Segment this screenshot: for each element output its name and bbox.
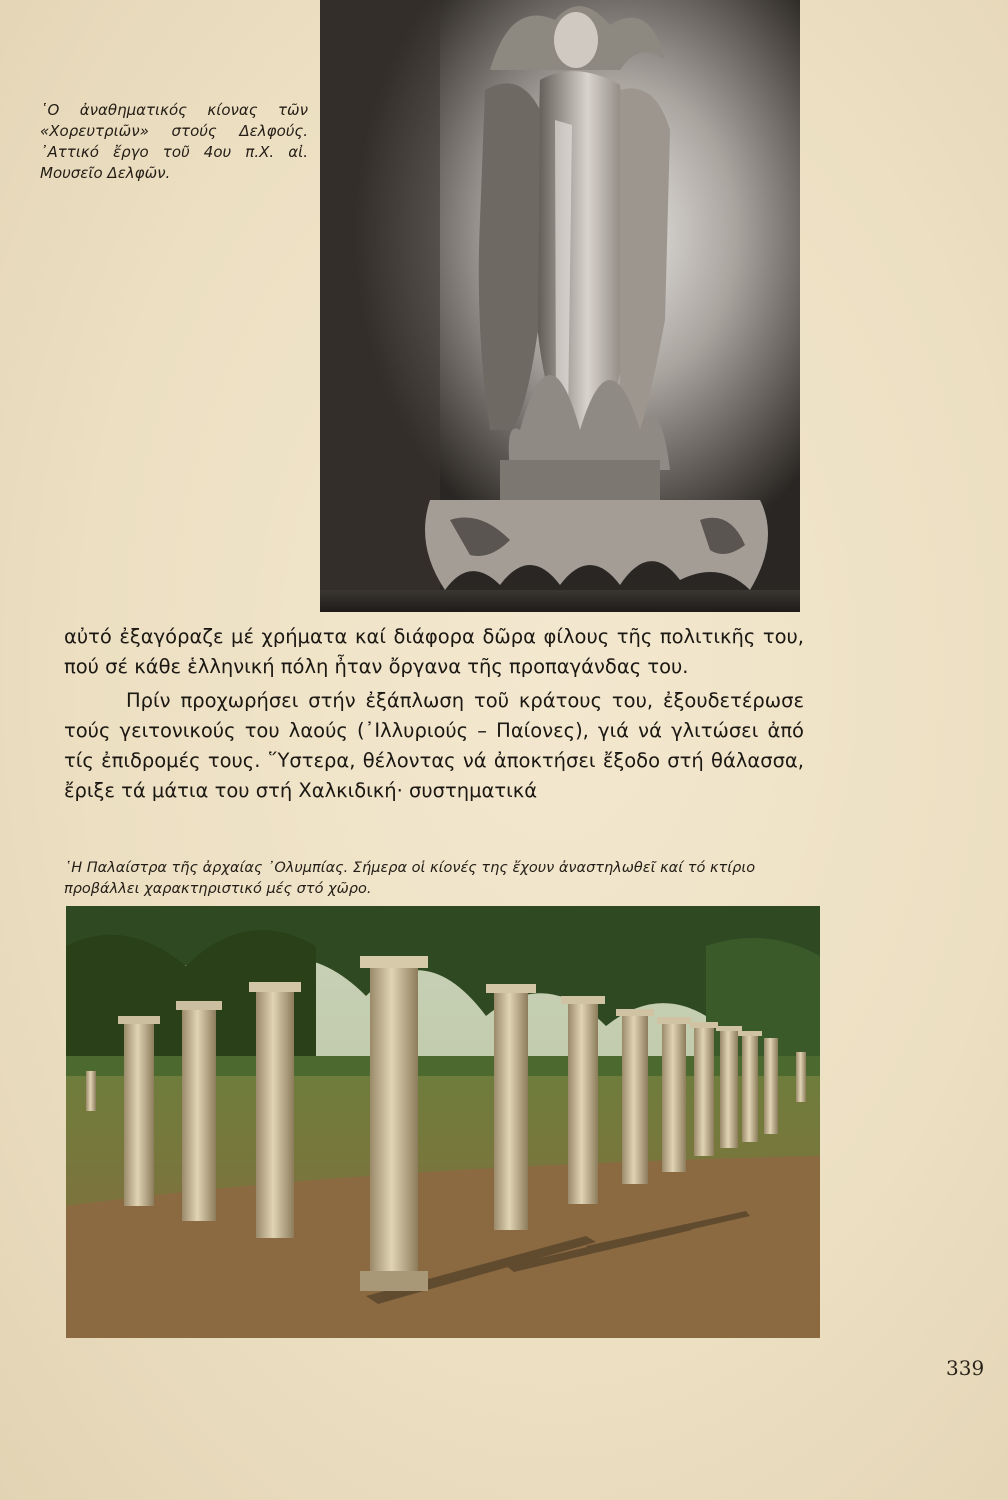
statue-photo-caption: ῾Ο ἀναθηματικός κίονας τῶν «Χορευτριῶν» στούς Δελφούς. ᾿Αττικό ἔργο τοῦ 4ου π.Χ. αἰ. Μουσεῖο Δελφῶν. bbox=[40, 101, 308, 182]
page-number: 339 bbox=[946, 1356, 985, 1380]
palaestra-photo-caption: ῾Η Παλαίστρα τῆς ἀρχαίας ᾿Ολυμπίας. Σήμερα οἱ κίονές της ἔχουν ἀναστηλωθεῖ καί τό κτίριο προβάλλει χαρακτηριστικό μές στό χῶρο. bbox=[64, 860, 756, 897]
dancers-column-photo bbox=[320, 0, 800, 612]
body-text bbox=[64, 622, 804, 806]
palaestra-olympia-photo bbox=[66, 906, 820, 1338]
paragraph-1: αὐτό ἐξαγόραζε μέ χρήματα καί διάφορα δῶρα φίλους τῆς πολιτικῆς του, πού σέ κάθε ἑλληνική πόλη ἦταν ὄργανα τῆς προπαγάνδας του. bbox=[64, 625, 804, 678]
paragraph-2: Πρίν προχωρήσει στήν ἐξάπλωση τοῦ κράτους του, ἐξουδετέρωσε τούς γειτονικούς του λαούς (᾿Ιλλυριούς – Παίονες), γιά νά γλιτώσει ἀπό τίς ἐπιδρομές τους. ῞Υστερα, θέλοντας νά ἀποκτήσει ἔξοδο στή θάλασσα, ἔριξε τά μάτια του στή Χαλκιδική· συστηματικά bbox=[64, 689, 804, 802]
